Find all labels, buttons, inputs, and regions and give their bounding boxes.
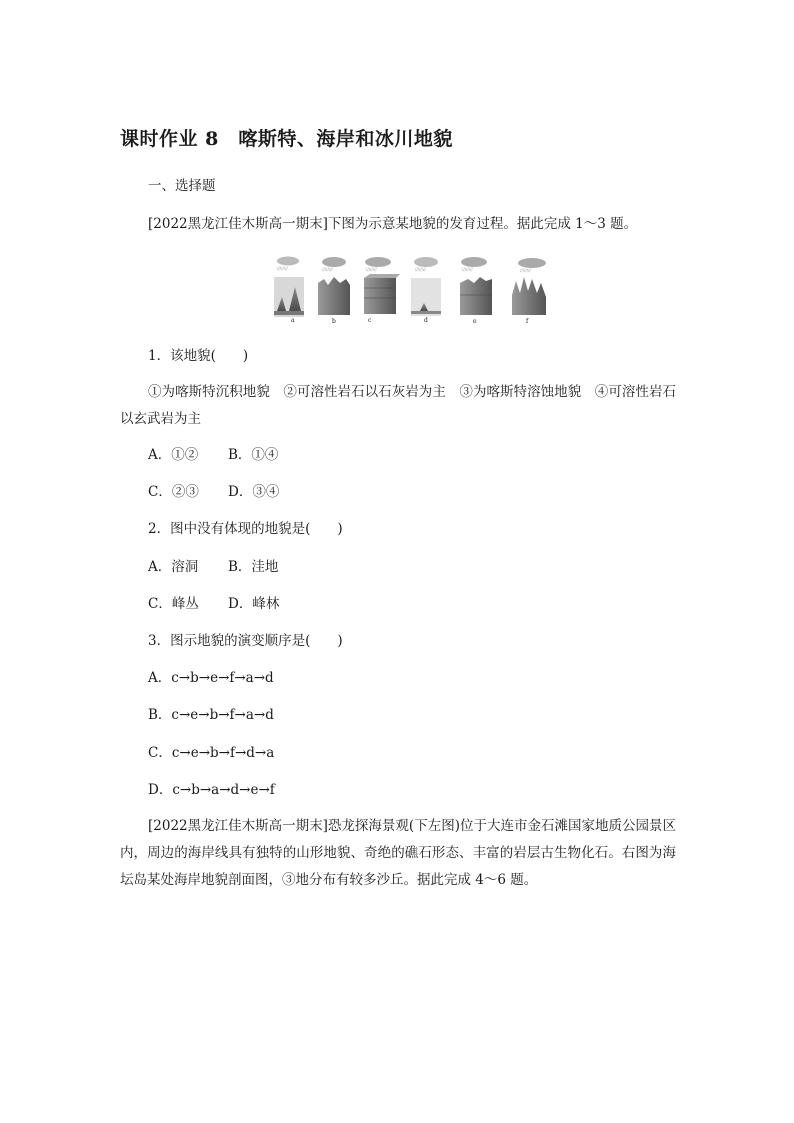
question-2-options-cd bbox=[148, 595, 279, 613]
svg-text:////////: //////// bbox=[462, 267, 473, 272]
question-1-statements: ①为喀斯特沉积地貌 ②可溶性岩石以石灰岩为主 ③为喀斯特溶蚀地貌 ④可溶性岩石以玄武岩为主 bbox=[120, 384, 676, 427]
cloud-icon bbox=[322, 257, 346, 267]
cloud-icon bbox=[365, 257, 391, 267]
svg-text:////////: //////// bbox=[415, 267, 426, 272]
question-2-option-c[interactable]: C．峰丛 bbox=[148, 596, 199, 612]
question-2-option-d[interactable]: D．峰林 bbox=[228, 596, 280, 612]
question-1-options-ab bbox=[148, 446, 278, 464]
panel-f-label: f bbox=[526, 318, 529, 325]
section-heading: 一、选择题 bbox=[148, 178, 216, 194]
panel-a-label: a bbox=[291, 317, 295, 324]
svg-text:////////: //////// bbox=[520, 268, 531, 273]
cloud-icon bbox=[277, 257, 299, 266]
question-2-options-ab bbox=[148, 558, 278, 576]
panel-e-label: e bbox=[473, 318, 477, 325]
panel-e bbox=[460, 257, 492, 325]
panel-f bbox=[512, 258, 546, 325]
svg-text:////////: //////// bbox=[277, 266, 288, 271]
question-2-option-a[interactable]: A．溶洞 bbox=[148, 559, 199, 575]
intro-text-1: [2022黑龙江佳木斯高一期末]下图为示意某地貌的发育过程。据此完成 1～3 题。 bbox=[148, 216, 638, 232]
question-1-options-cd bbox=[148, 483, 279, 501]
question-1-option-a[interactable]: A．①② bbox=[148, 447, 199, 463]
cloud-icon bbox=[461, 257, 487, 267]
panel-c-label: c bbox=[368, 317, 372, 324]
question-3-option-a[interactable]: A．c→b→e→f→a→d bbox=[148, 670, 274, 686]
question-1-option-b[interactable]: B．①④ bbox=[228, 447, 279, 463]
panel-a bbox=[274, 257, 304, 325]
question-1-option-d[interactable]: D．③④ bbox=[228, 484, 280, 500]
question-2-option-b[interactable]: B．洼地 bbox=[228, 559, 279, 575]
question-3-option-b[interactable]: B．c→e→b→f→a→d bbox=[148, 707, 274, 723]
panel-c bbox=[364, 257, 400, 324]
question-2-stem: 2．图中没有体现的地貌是( ) bbox=[148, 521, 343, 537]
panel-d-label: d bbox=[424, 317, 428, 324]
question-3-option-c[interactable]: C．c→e→b→f→d→a bbox=[148, 745, 275, 761]
karst-development-figure bbox=[274, 253, 554, 325]
intro-text-2: [2022黑龙江佳木斯高一期末]恐龙探海景观(下左图)位于大连市金石滩国家地质公园景区内，周边的海岸线具有独特的山形地貌、奇绝的礁石形态、丰富的岩层古生物化石。右图为海坛岛某处海岸地貌剖面图，③地分布有较多沙丘。据此完成 4～6 题。 bbox=[120, 818, 676, 888]
question-1-stem: 1．该地貌( ) bbox=[148, 348, 249, 364]
panel-b-label: b bbox=[332, 318, 336, 325]
panel-d bbox=[411, 257, 441, 324]
panel-b bbox=[318, 257, 350, 325]
page-title: 课时作业 8 喀斯特、海岸和冰川地貌 bbox=[120, 128, 453, 150]
svg-text:////////: //////// bbox=[366, 267, 377, 272]
cloud-icon bbox=[414, 257, 438, 267]
question-3-stem: 3．图示地貌的演变顺序是( ) bbox=[148, 633, 343, 649]
question-3-option-d[interactable]: D．c→b→a→d→e→f bbox=[148, 782, 275, 798]
cloud-icon bbox=[518, 258, 546, 268]
svg-text:////////: //////// bbox=[322, 267, 333, 272]
question-1-option-c[interactable]: C．②③ bbox=[148, 484, 199, 500]
